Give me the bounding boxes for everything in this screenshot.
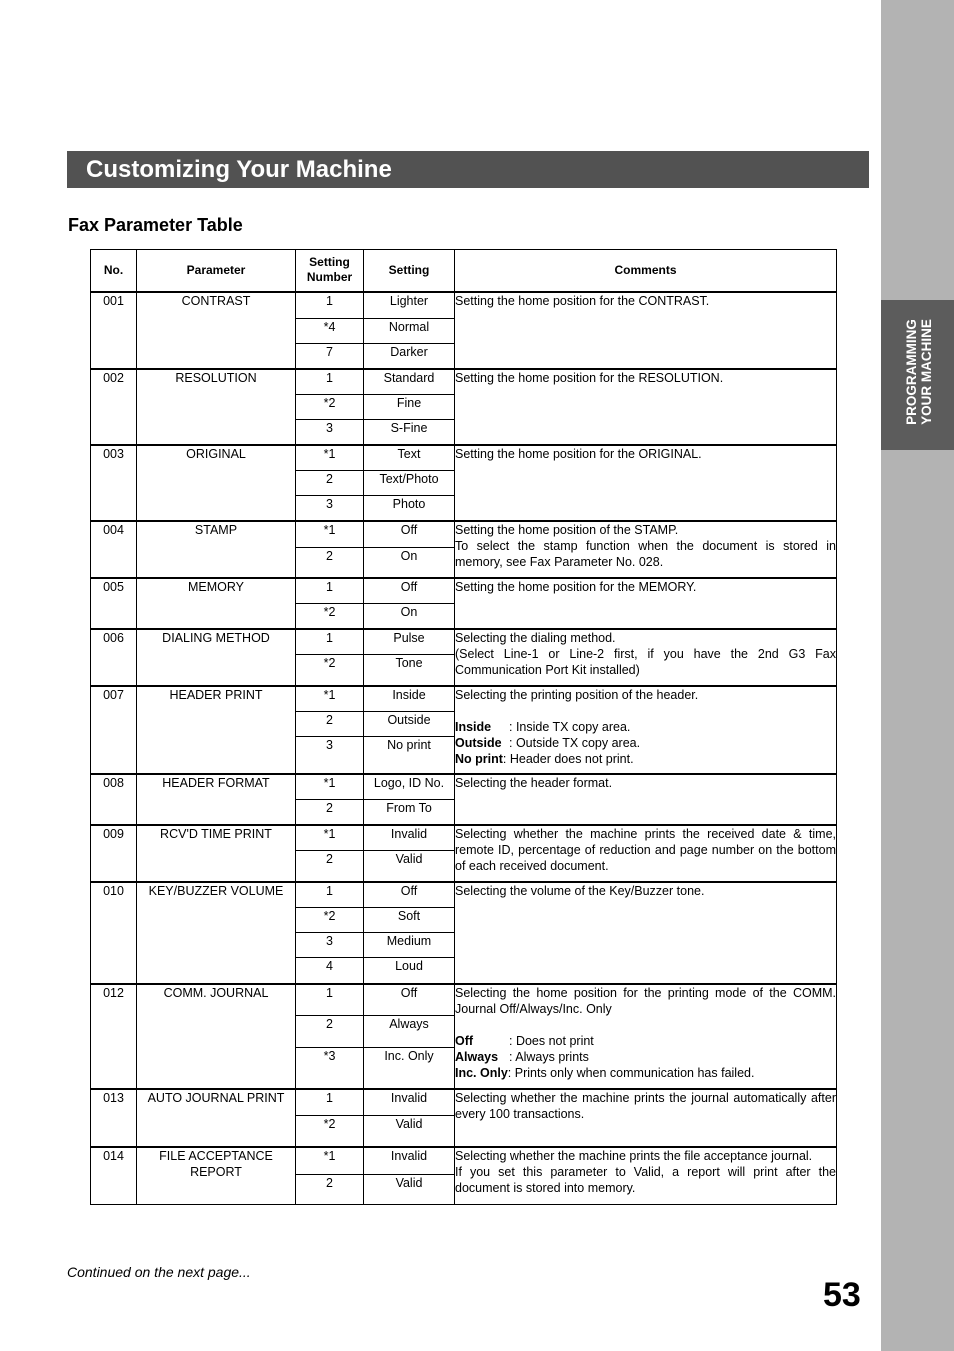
term-key: Inside bbox=[455, 719, 492, 734]
setting-number: 3 bbox=[296, 737, 364, 774]
param-comments bbox=[455, 984, 837, 1089]
setting-value: Darker bbox=[364, 344, 455, 369]
param-number: 002 bbox=[91, 369, 137, 445]
setting-number: *2 bbox=[296, 1116, 364, 1147]
param-comments bbox=[455, 1147, 837, 1205]
continued-note: Continued on the next page... bbox=[67, 1264, 251, 1280]
setting-value: Off bbox=[364, 521, 455, 548]
setting-number: 2 bbox=[296, 851, 364, 882]
table-row bbox=[91, 774, 837, 800]
param-name: KEY/BUZZER VOLUME bbox=[137, 882, 296, 984]
setting-value: Photo bbox=[364, 496, 455, 521]
setting-value: Off bbox=[364, 984, 455, 1016]
param-name: RESOLUTION bbox=[137, 369, 296, 445]
setting-value: Lighter bbox=[364, 292, 455, 319]
term-description: : Outside TX copy area. bbox=[509, 735, 641, 750]
setting-value: Text/Photo bbox=[364, 471, 455, 496]
param-comments bbox=[455, 445, 837, 521]
param-number: 006 bbox=[91, 629, 137, 686]
term-definition bbox=[455, 1065, 836, 1081]
term-definition bbox=[455, 735, 836, 751]
setting-value: Standard bbox=[364, 369, 455, 395]
setting-number: 1 bbox=[296, 369, 364, 395]
param-name: ORIGINAL bbox=[137, 445, 296, 521]
table-row bbox=[91, 825, 837, 851]
param-number: 009 bbox=[91, 825, 137, 882]
section-title: Customizing Your Machine bbox=[67, 151, 869, 188]
setting-number: 7 bbox=[296, 344, 364, 369]
table-row bbox=[91, 292, 837, 319]
term-description: : Prints only when communication has failed. bbox=[507, 1065, 755, 1080]
comment-line: Selecting the home position for the printing mode of the COMM. Journal Off/Always/Inc. Only bbox=[455, 985, 836, 1016]
setting-number: 2 bbox=[296, 800, 364, 825]
table-row bbox=[91, 578, 837, 604]
header-setting: Setting bbox=[364, 250, 455, 292]
param-number: 004 bbox=[91, 521, 137, 578]
setting-number: 2 bbox=[296, 548, 364, 578]
param-name: CONTRAST bbox=[137, 292, 296, 369]
comment-line: Selecting the header format. bbox=[455, 775, 613, 790]
chapter-tab-line2: YOUR MACHINE bbox=[919, 319, 934, 425]
param-name: COMM. JOURNAL bbox=[137, 984, 296, 1089]
param-comments bbox=[455, 774, 837, 825]
param-comments bbox=[455, 578, 837, 629]
setting-number: 2 bbox=[296, 471, 364, 496]
setting-number: *1 bbox=[296, 825, 364, 851]
param-name: HEADER PRINT bbox=[137, 686, 296, 774]
fax-parameter-table bbox=[90, 249, 837, 1205]
setting-value: On bbox=[364, 548, 455, 578]
param-comments bbox=[455, 292, 837, 369]
setting-value: Valid bbox=[364, 1175, 455, 1205]
param-number: 007 bbox=[91, 686, 137, 774]
param-name: STAMP bbox=[137, 521, 296, 578]
setting-value: Always bbox=[364, 1016, 455, 1048]
setting-value: Off bbox=[364, 578, 455, 604]
setting-value: Tone bbox=[364, 655, 455, 686]
setting-value: Valid bbox=[364, 851, 455, 882]
table-title: Fax Parameter Table bbox=[68, 215, 243, 235]
param-name: MEMORY bbox=[137, 578, 296, 629]
term-description: : Header does not print. bbox=[502, 751, 634, 766]
setting-number: 2 bbox=[296, 1016, 364, 1048]
term-key: Always bbox=[455, 1049, 499, 1064]
setting-number: 3 bbox=[296, 496, 364, 521]
param-comments bbox=[455, 629, 837, 686]
table-row bbox=[91, 1147, 837, 1175]
comment-line: To select the stamp function when the document is stored in memory, see Fax Parameter No. 028. bbox=[455, 538, 836, 569]
setting-value: Text bbox=[364, 445, 455, 471]
table-header-row bbox=[91, 250, 837, 292]
param-number: 014 bbox=[91, 1147, 137, 1205]
param-number: 003 bbox=[91, 445, 137, 521]
term-definition bbox=[455, 751, 836, 767]
param-name: FILE ACCEPTANCE REPORT bbox=[137, 1147, 296, 1205]
setting-number: 1 bbox=[296, 629, 364, 655]
setting-number: *4 bbox=[296, 319, 364, 344]
table-row bbox=[91, 521, 837, 548]
term-description: : Always prints bbox=[509, 1049, 589, 1064]
setting-number: 1 bbox=[296, 578, 364, 604]
setting-number: 3 bbox=[296, 933, 364, 958]
setting-value: Invalid bbox=[364, 1147, 455, 1175]
term-key: Off bbox=[455, 1033, 474, 1048]
table-row bbox=[91, 369, 837, 395]
param-comments bbox=[455, 882, 837, 984]
setting-number: 1 bbox=[296, 882, 364, 908]
setting-number: *3 bbox=[296, 1048, 364, 1089]
param-number: 008 bbox=[91, 774, 137, 825]
setting-value: Invalid bbox=[364, 825, 455, 851]
comment-line: If you set this parameter to Valid, a report will print after the document is stored into memory. bbox=[455, 1164, 836, 1195]
comment-spacer bbox=[455, 1017, 836, 1033]
setting-number: 2 bbox=[296, 1175, 364, 1205]
table-row bbox=[91, 686, 837, 712]
setting-number: 1 bbox=[296, 1089, 364, 1116]
table-row bbox=[91, 882, 837, 908]
setting-number: 3 bbox=[296, 420, 364, 445]
term-description: : Inside TX copy area. bbox=[509, 719, 631, 734]
setting-value: S-Fine bbox=[364, 420, 455, 445]
setting-value: Valid bbox=[364, 1116, 455, 1147]
setting-number: *1 bbox=[296, 1147, 364, 1175]
table-row bbox=[91, 445, 837, 471]
setting-number: *2 bbox=[296, 395, 364, 420]
comment-line: Setting the home position of the STAMP. bbox=[455, 522, 679, 537]
param-name: AUTO JOURNAL PRINT bbox=[137, 1089, 296, 1147]
setting-number: 1 bbox=[296, 984, 364, 1016]
table-row bbox=[91, 1089, 837, 1116]
param-comments bbox=[455, 1089, 837, 1147]
comment-line: Selecting whether the machine prints the received date & time, remote ID, percentage of reduction and page number on the bottom of each received document. bbox=[455, 826, 836, 873]
setting-value: Outside bbox=[364, 712, 455, 737]
comment-line: Selecting the volume of the Key/Buzzer tone. bbox=[455, 883, 705, 898]
comment-spacer bbox=[455, 703, 836, 719]
setting-value: Soft bbox=[364, 908, 455, 933]
term-description: : Does not print bbox=[509, 1033, 594, 1048]
term-key: Outside bbox=[455, 735, 502, 750]
comment-line: Setting the home position for the MEMORY. bbox=[455, 579, 697, 594]
header-comments: Comments bbox=[455, 250, 837, 292]
setting-value: Fine bbox=[364, 395, 455, 420]
param-number: 010 bbox=[91, 882, 137, 984]
comment-line: Setting the home position for the RESOLUTION. bbox=[455, 370, 724, 385]
setting-number: *2 bbox=[296, 604, 364, 629]
table-body bbox=[91, 292, 837, 1205]
setting-number: *1 bbox=[296, 445, 364, 471]
comment-line: Setting the home position for the CONTRAST. bbox=[455, 293, 710, 308]
setting-number: 1 bbox=[296, 292, 364, 319]
param-comments bbox=[455, 521, 837, 578]
param-comments bbox=[455, 686, 837, 774]
setting-value: Normal bbox=[364, 319, 455, 344]
param-number: 001 bbox=[91, 292, 137, 369]
setting-value: Medium bbox=[364, 933, 455, 958]
setting-value: On bbox=[364, 604, 455, 629]
table-row bbox=[91, 629, 837, 655]
setting-number: 2 bbox=[296, 712, 364, 737]
chapter-tab-label bbox=[889, 307, 949, 437]
setting-value: Logo, ID No. bbox=[364, 774, 455, 800]
side-margin-band bbox=[881, 0, 954, 1351]
param-name: HEADER FORMAT bbox=[137, 774, 296, 825]
setting-value: No print bbox=[364, 737, 455, 774]
setting-value: Off bbox=[364, 882, 455, 908]
term-key: Inc. Only bbox=[455, 1065, 508, 1080]
setting-number: *1 bbox=[296, 774, 364, 800]
setting-value: Pulse bbox=[364, 629, 455, 655]
comment-line: Selecting the dialing method. bbox=[455, 630, 616, 645]
param-number: 005 bbox=[91, 578, 137, 629]
term-key: No print bbox=[455, 751, 503, 766]
comment-line: Selecting the printing position of the header. bbox=[455, 687, 699, 702]
page-number: 53 bbox=[823, 1276, 861, 1314]
comment-line: Selecting whether the machine prints the journal automatically after every 100 transactions. bbox=[455, 1090, 836, 1121]
param-number: 012 bbox=[91, 984, 137, 1089]
table-row bbox=[91, 984, 837, 1016]
comment-line: (Select Line-1 or Line-2 first, if you have the 2nd G3 Fax Communication Port Kit installed) bbox=[455, 646, 836, 677]
term-definition bbox=[455, 1049, 836, 1065]
param-number: 013 bbox=[91, 1089, 137, 1147]
setting-number: 4 bbox=[296, 958, 364, 984]
param-name: DIALING METHOD bbox=[137, 629, 296, 686]
term-definition bbox=[455, 719, 836, 735]
header-setting-number: Setting Number bbox=[296, 250, 364, 292]
comment-line: Selecting whether the machine prints the file acceptance journal. bbox=[455, 1148, 813, 1163]
param-comments bbox=[455, 825, 837, 882]
setting-number: *1 bbox=[296, 521, 364, 548]
header-parameter: Parameter bbox=[137, 250, 296, 292]
setting-number: *2 bbox=[296, 908, 364, 933]
term-definition bbox=[455, 1033, 836, 1049]
param-comments bbox=[455, 369, 837, 445]
chapter-tab-line1: PROGRAMMING bbox=[904, 319, 919, 425]
setting-number: *2 bbox=[296, 655, 364, 686]
setting-value: Inside bbox=[364, 686, 455, 712]
setting-value: Loud bbox=[364, 958, 455, 984]
param-name: RCV'D TIME PRINT bbox=[137, 825, 296, 882]
header-no: No. bbox=[91, 250, 137, 292]
setting-value: Invalid bbox=[364, 1089, 455, 1116]
comment-line: Setting the home position for the ORIGINAL. bbox=[455, 446, 702, 461]
setting-value: Inc. Only bbox=[364, 1048, 455, 1089]
setting-value: From To bbox=[364, 800, 455, 825]
setting-number: *1 bbox=[296, 686, 364, 712]
